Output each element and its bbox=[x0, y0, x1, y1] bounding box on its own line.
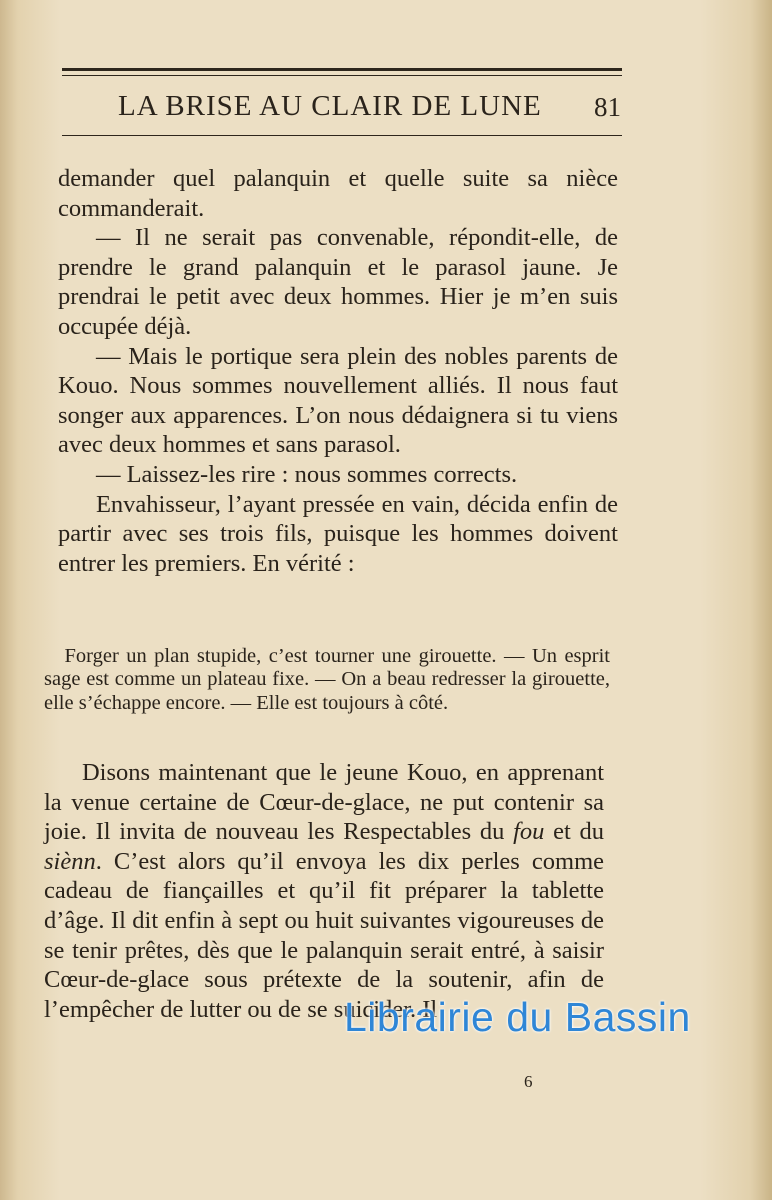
header-double-rule-thin bbox=[62, 75, 622, 76]
running-title: LA BRISE AU CLAIR DE LUNE bbox=[118, 90, 542, 122]
paragraph: — Il ne serait pas convenable, répondit-elle, de prendre le grand palanquin et le parasol jaune. Je prendrai le petit avec deux hommes. Hier je m’en suis occupée déjà. bbox=[58, 224, 618, 340]
paragraph: — Laissez-les rire : nous sommes corrects. bbox=[95, 460, 518, 488]
paragraph: demander quel palanquin et quelle suite sa nièce commanderait. bbox=[58, 165, 618, 222]
quotation-text: Forger un plan stupide, c’est tourner une girouette. — Un esprit sage est comme un plateau fixe. — On a beau redresser la girouette, elle s’échappe encore. — Elle est toujours à côté. bbox=[44, 645, 610, 714]
paragraph: Envahisseur, l’ayant pressée en vain, décida enfin de partir avec ses trois fils, puisque les hommes doivent entrer les premiers. En vérité : bbox=[58, 490, 618, 577]
italic-term-fou: fou bbox=[513, 818, 545, 846]
italic-term-sienn: siènn bbox=[44, 847, 96, 875]
signature-mark: 6 bbox=[524, 1072, 533, 1091]
paragraph-text: Disons maintenant que le jeune Kouo, en apprenant la venue certaine de Cœur-de-glace, ne put contenir sa joie. Il invita de nouveau les Respectables du bbox=[44, 759, 604, 846]
seller-watermark: Librairie du Bassin bbox=[344, 994, 691, 1040]
body-text-top bbox=[58, 164, 618, 578]
paragraph bbox=[44, 758, 604, 1024]
paragraph-text: . C’est alors qu’il envoya les dix perles comme cadeau de fiançailles et qu’il fit préparer la tablette d’âge. Il dit enfin à sept ou huit suivantes vigoureuses de se tenir prêtes, dès que le palanquin serait entré, à saisir Cœur-de-glace sous prétexte de la soutenir, afin de l’empêcher de lutter ou de se suicider. Il bbox=[44, 847, 604, 1023]
paragraph: — Mais le portique sera plein des nobles parents de Kouo. Nous sommes nouvellement alliés. Il nous faut songer aux apparences. L’on nous dédaignera si tu viens avec deux hommes et sans parasol. bbox=[58, 342, 618, 459]
header-underline-rule bbox=[62, 135, 622, 136]
header-double-rule-thick bbox=[62, 68, 622, 71]
page-number: 81 bbox=[594, 92, 621, 122]
verse-quotation bbox=[44, 645, 610, 715]
body-text-bottom bbox=[44, 758, 604, 1024]
paragraph-text: et du bbox=[544, 818, 604, 846]
